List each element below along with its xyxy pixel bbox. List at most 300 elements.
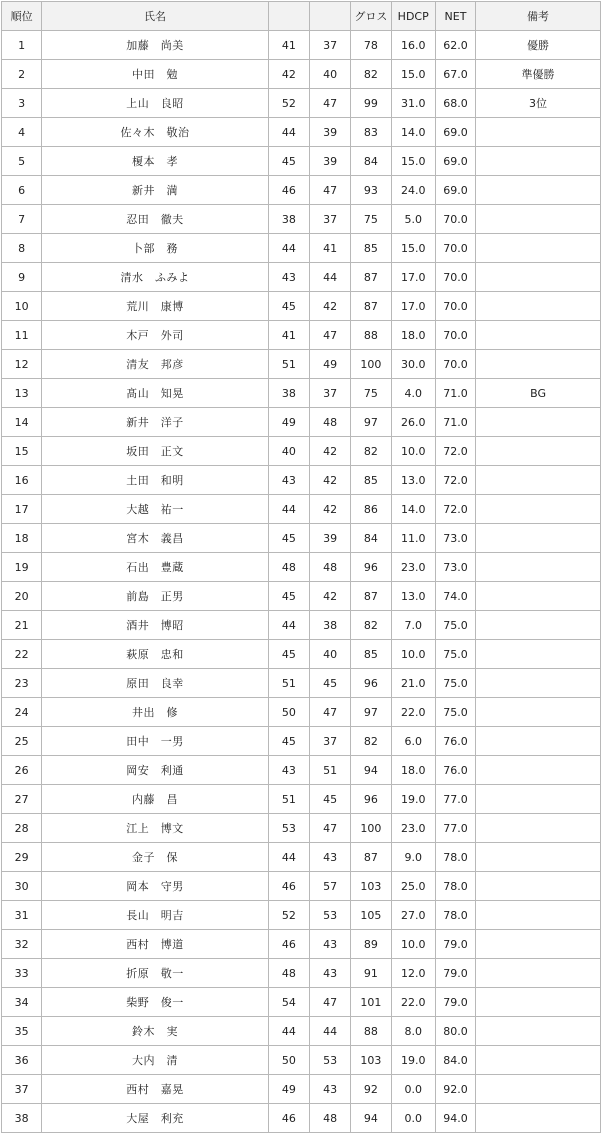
cell-gross: 89 — [351, 930, 391, 959]
cell-rank: 2 — [2, 60, 42, 89]
cell-hdcp: 17.0 — [391, 292, 435, 321]
cell-out: 48 — [268, 553, 309, 582]
cell-gross: 82 — [351, 60, 391, 89]
table-row — [2, 1075, 601, 1104]
cell-hdcp: 5.0 — [391, 205, 435, 234]
cell-hdcp: 11.0 — [391, 524, 435, 553]
cell-gross: 83 — [351, 118, 391, 147]
cell-in: 51 — [310, 756, 351, 785]
cell-net: 79.0 — [435, 930, 475, 959]
cell-out: 45 — [268, 147, 309, 176]
cell-gross: 92 — [351, 1075, 391, 1104]
cell-name: 柴野 俊一 — [42, 988, 269, 1017]
table-row — [2, 553, 601, 582]
cell-gross: 84 — [351, 524, 391, 553]
cell-rank: 33 — [2, 959, 42, 988]
cell-name: 酒井 博昭 — [42, 611, 269, 640]
cell-out: 43 — [268, 263, 309, 292]
cell-note — [476, 814, 601, 843]
cell-note — [476, 756, 601, 785]
header-out — [268, 2, 309, 31]
cell-name: 卜部 務 — [42, 234, 269, 263]
cell-rank: 11 — [2, 321, 42, 350]
cell-net: 84.0 — [435, 1046, 475, 1075]
table-row — [2, 640, 601, 669]
cell-out: 43 — [268, 756, 309, 785]
cell-net: 70.0 — [435, 205, 475, 234]
cell-rank: 1 — [2, 31, 42, 60]
cell-out: 44 — [268, 118, 309, 147]
cell-name: 石出 豊蔵 — [42, 553, 269, 582]
cell-in: 53 — [310, 1046, 351, 1075]
table-row — [2, 814, 601, 843]
cell-in: 40 — [310, 60, 351, 89]
cell-net: 75.0 — [435, 640, 475, 669]
cell-net: 70.0 — [435, 350, 475, 379]
cell-hdcp: 10.0 — [391, 437, 435, 466]
table-row — [2, 611, 601, 640]
cell-gross: 96 — [351, 669, 391, 698]
cell-note — [476, 292, 601, 321]
cell-net: 69.0 — [435, 147, 475, 176]
cell-note — [476, 611, 601, 640]
header-note: 備考 — [476, 2, 601, 31]
cell-name: 井出 修 — [42, 698, 269, 727]
cell-in: 42 — [310, 437, 351, 466]
cell-name: 清友 邦彦 — [42, 350, 269, 379]
cell-net: 72.0 — [435, 437, 475, 466]
cell-net: 72.0 — [435, 495, 475, 524]
cell-net: 78.0 — [435, 843, 475, 872]
cell-hdcp: 10.0 — [391, 640, 435, 669]
cell-rank: 23 — [2, 669, 42, 698]
cell-net: 77.0 — [435, 814, 475, 843]
cell-in: 42 — [310, 466, 351, 495]
cell-gross: 87 — [351, 843, 391, 872]
cell-in: 48 — [310, 553, 351, 582]
cell-hdcp: 18.0 — [391, 756, 435, 785]
cell-rank: 36 — [2, 1046, 42, 1075]
cell-note — [476, 408, 601, 437]
table-row — [2, 524, 601, 553]
cell-note — [476, 1017, 601, 1046]
cell-out: 42 — [268, 60, 309, 89]
table-row — [2, 437, 601, 466]
cell-name: 江上 博文 — [42, 814, 269, 843]
cell-out: 44 — [268, 234, 309, 263]
cell-rank: 26 — [2, 756, 42, 785]
cell-net: 70.0 — [435, 292, 475, 321]
cell-rank: 17 — [2, 495, 42, 524]
cell-in: 43 — [310, 1075, 351, 1104]
cell-name: 西村 嘉晃 — [42, 1075, 269, 1104]
cell-hdcp: 15.0 — [391, 147, 435, 176]
cell-net: 69.0 — [435, 176, 475, 205]
cell-name: 新井 洋子 — [42, 408, 269, 437]
cell-out: 52 — [268, 89, 309, 118]
cell-in: 39 — [310, 147, 351, 176]
cell-net: 79.0 — [435, 959, 475, 988]
cell-name: 清水 ふみよ — [42, 263, 269, 292]
cell-out: 45 — [268, 292, 309, 321]
cell-note — [476, 901, 601, 930]
cell-note — [476, 263, 601, 292]
cell-in: 39 — [310, 118, 351, 147]
cell-gross: 87 — [351, 292, 391, 321]
cell-hdcp: 16.0 — [391, 31, 435, 60]
cell-gross: 94 — [351, 1104, 391, 1133]
cell-gross: 96 — [351, 553, 391, 582]
cell-out: 41 — [268, 31, 309, 60]
cell-in: 49 — [310, 350, 351, 379]
cell-hdcp: 31.0 — [391, 89, 435, 118]
cell-in: 39 — [310, 524, 351, 553]
cell-name: 荒川 康博 — [42, 292, 269, 321]
cell-net: 78.0 — [435, 872, 475, 901]
cell-out: 49 — [268, 408, 309, 437]
cell-note: 3位 — [476, 89, 601, 118]
cell-note — [476, 872, 601, 901]
table-row — [2, 988, 601, 1017]
cell-name: 内藤 昌 — [42, 785, 269, 814]
cell-name: 鈴木 実 — [42, 1017, 269, 1046]
cell-note — [476, 698, 601, 727]
cell-hdcp: 6.0 — [391, 727, 435, 756]
cell-in: 47 — [310, 89, 351, 118]
cell-rank: 21 — [2, 611, 42, 640]
cell-note — [476, 785, 601, 814]
header-row — [2, 2, 601, 31]
cell-in: 43 — [310, 930, 351, 959]
cell-in: 47 — [310, 698, 351, 727]
table-row — [2, 843, 601, 872]
table-row — [2, 205, 601, 234]
cell-gross: 103 — [351, 872, 391, 901]
cell-rank: 24 — [2, 698, 42, 727]
cell-gross: 94 — [351, 756, 391, 785]
cell-name: 木戸 外司 — [42, 321, 269, 350]
cell-out: 38 — [268, 205, 309, 234]
header-net: NET — [435, 2, 475, 31]
cell-gross: 82 — [351, 727, 391, 756]
cell-rank: 28 — [2, 814, 42, 843]
table-row — [2, 321, 601, 350]
cell-rank: 10 — [2, 292, 42, 321]
table-row — [2, 495, 601, 524]
cell-name: 田中 一男 — [42, 727, 269, 756]
cell-note — [476, 727, 601, 756]
cell-rank: 29 — [2, 843, 42, 872]
cell-name: 岡本 守男 — [42, 872, 269, 901]
table-row — [2, 698, 601, 727]
cell-hdcp: 12.0 — [391, 959, 435, 988]
table-row — [2, 466, 601, 495]
cell-rank: 34 — [2, 988, 42, 1017]
cell-out: 40 — [268, 437, 309, 466]
cell-note — [476, 466, 601, 495]
cell-hdcp: 19.0 — [391, 785, 435, 814]
cell-net: 76.0 — [435, 756, 475, 785]
cell-in: 43 — [310, 843, 351, 872]
cell-gross: 91 — [351, 959, 391, 988]
cell-gross: 100 — [351, 814, 391, 843]
table-row — [2, 1046, 601, 1075]
table-row — [2, 350, 601, 379]
results-table — [1, 1, 601, 1133]
cell-rank: 3 — [2, 89, 42, 118]
cell-out: 45 — [268, 524, 309, 553]
cell-note — [476, 640, 601, 669]
cell-net: 68.0 — [435, 89, 475, 118]
cell-hdcp: 7.0 — [391, 611, 435, 640]
cell-note — [476, 1075, 601, 1104]
cell-hdcp: 14.0 — [391, 118, 435, 147]
cell-note — [476, 147, 601, 176]
cell-out: 50 — [268, 698, 309, 727]
cell-note — [476, 205, 601, 234]
cell-hdcp: 0.0 — [391, 1104, 435, 1133]
cell-note: 準優勝 — [476, 60, 601, 89]
cell-rank: 7 — [2, 205, 42, 234]
cell-name: 大越 祐一 — [42, 495, 269, 524]
cell-rank: 13 — [2, 379, 42, 408]
cell-gross: 82 — [351, 437, 391, 466]
cell-gross: 97 — [351, 698, 391, 727]
cell-in: 42 — [310, 495, 351, 524]
table-row — [2, 176, 601, 205]
cell-note — [476, 1046, 601, 1075]
cell-rank: 5 — [2, 147, 42, 176]
cell-note — [476, 437, 601, 466]
cell-in: 47 — [310, 814, 351, 843]
cell-out: 51 — [268, 669, 309, 698]
cell-hdcp: 0.0 — [391, 1075, 435, 1104]
cell-in: 37 — [310, 205, 351, 234]
cell-note — [476, 988, 601, 1017]
cell-net: 92.0 — [435, 1075, 475, 1104]
cell-out: 48 — [268, 959, 309, 988]
cell-hdcp: 24.0 — [391, 176, 435, 205]
cell-note — [476, 524, 601, 553]
cell-net: 72.0 — [435, 466, 475, 495]
cell-gross: 103 — [351, 1046, 391, 1075]
cell-hdcp: 26.0 — [391, 408, 435, 437]
cell-in: 43 — [310, 959, 351, 988]
cell-net: 75.0 — [435, 611, 475, 640]
cell-out: 54 — [268, 988, 309, 1017]
table-row — [2, 669, 601, 698]
cell-rank: 18 — [2, 524, 42, 553]
cell-name: 大内 清 — [42, 1046, 269, 1075]
cell-rank: 30 — [2, 872, 42, 901]
table-row — [2, 263, 601, 292]
cell-name: 西村 博道 — [42, 930, 269, 959]
cell-note — [476, 350, 601, 379]
cell-name: 加藤 尚美 — [42, 31, 269, 60]
cell-out: 46 — [268, 1104, 309, 1133]
table-row — [2, 234, 601, 263]
cell-gross: 93 — [351, 176, 391, 205]
cell-rank: 31 — [2, 901, 42, 930]
cell-in: 44 — [310, 1017, 351, 1046]
cell-name: 佐々木 敬治 — [42, 118, 269, 147]
cell-note — [476, 959, 601, 988]
cell-name: 新井 満 — [42, 176, 269, 205]
cell-rank: 4 — [2, 118, 42, 147]
cell-note — [476, 553, 601, 582]
cell-name: 坂田 正文 — [42, 437, 269, 466]
cell-in: 45 — [310, 785, 351, 814]
cell-hdcp: 21.0 — [391, 669, 435, 698]
cell-note — [476, 321, 601, 350]
cell-out: 50 — [268, 1046, 309, 1075]
cell-in: 37 — [310, 727, 351, 756]
cell-name: 折原 敬一 — [42, 959, 269, 988]
cell-in: 48 — [310, 1104, 351, 1133]
cell-in: 42 — [310, 582, 351, 611]
cell-out: 51 — [268, 785, 309, 814]
cell-hdcp: 23.0 — [391, 553, 435, 582]
table-row — [2, 292, 601, 321]
cell-in: 48 — [310, 408, 351, 437]
cell-hdcp: 4.0 — [391, 379, 435, 408]
cell-hdcp: 19.0 — [391, 1046, 435, 1075]
table-row — [2, 959, 601, 988]
cell-net: 76.0 — [435, 727, 475, 756]
cell-rank: 22 — [2, 640, 42, 669]
cell-gross: 87 — [351, 263, 391, 292]
cell-in: 41 — [310, 234, 351, 263]
table-row — [2, 1104, 601, 1133]
table-row — [2, 408, 601, 437]
cell-hdcp: 30.0 — [391, 350, 435, 379]
cell-gross: 88 — [351, 321, 391, 350]
cell-rank: 20 — [2, 582, 42, 611]
cell-hdcp: 8.0 — [391, 1017, 435, 1046]
cell-hdcp: 25.0 — [391, 872, 435, 901]
table-header — [2, 2, 601, 31]
cell-in: 37 — [310, 379, 351, 408]
cell-net: 78.0 — [435, 901, 475, 930]
cell-rank: 6 — [2, 176, 42, 205]
cell-in: 57 — [310, 872, 351, 901]
cell-hdcp: 14.0 — [391, 495, 435, 524]
table-row — [2, 89, 601, 118]
cell-net: 74.0 — [435, 582, 475, 611]
cell-net: 75.0 — [435, 669, 475, 698]
cell-out: 53 — [268, 814, 309, 843]
cell-rank: 19 — [2, 553, 42, 582]
cell-name: 岡安 利通 — [42, 756, 269, 785]
cell-note — [476, 669, 601, 698]
cell-rank: 38 — [2, 1104, 42, 1133]
cell-gross: 87 — [351, 582, 391, 611]
cell-net: 71.0 — [435, 408, 475, 437]
table-row — [2, 1017, 601, 1046]
cell-out: 52 — [268, 901, 309, 930]
cell-rank: 16 — [2, 466, 42, 495]
cell-out: 45 — [268, 727, 309, 756]
table-row — [2, 582, 601, 611]
table-row — [2, 147, 601, 176]
cell-gross: 82 — [351, 611, 391, 640]
cell-gross: 100 — [351, 350, 391, 379]
cell-hdcp: 22.0 — [391, 698, 435, 727]
cell-name: 髙山 知晃 — [42, 379, 269, 408]
cell-gross: 99 — [351, 89, 391, 118]
cell-note: BG — [476, 379, 601, 408]
table-row — [2, 901, 601, 930]
cell-rank: 15 — [2, 437, 42, 466]
cell-net: 79.0 — [435, 988, 475, 1017]
cell-name: 大屋 利充 — [42, 1104, 269, 1133]
cell-note — [476, 176, 601, 205]
header-gross: グロス — [351, 2, 391, 31]
cell-gross: 88 — [351, 1017, 391, 1046]
cell-gross: 78 — [351, 31, 391, 60]
cell-in: 44 — [310, 263, 351, 292]
cell-net: 69.0 — [435, 118, 475, 147]
cell-name: 土田 和明 — [42, 466, 269, 495]
cell-in: 38 — [310, 611, 351, 640]
cell-gross: 85 — [351, 466, 391, 495]
cell-out: 44 — [268, 843, 309, 872]
cell-gross: 97 — [351, 408, 391, 437]
cell-name: 宮木 義昌 — [42, 524, 269, 553]
cell-hdcp: 27.0 — [391, 901, 435, 930]
cell-rank: 9 — [2, 263, 42, 292]
table-row — [2, 785, 601, 814]
cell-in: 42 — [310, 292, 351, 321]
table-body — [2, 31, 601, 1133]
cell-note — [476, 930, 601, 959]
cell-rank: 8 — [2, 234, 42, 263]
cell-note — [476, 1104, 601, 1133]
cell-out: 44 — [268, 611, 309, 640]
cell-note — [476, 495, 601, 524]
cell-rank: 25 — [2, 727, 42, 756]
cell-net: 70.0 — [435, 263, 475, 292]
cell-out: 51 — [268, 350, 309, 379]
cell-gross: 105 — [351, 901, 391, 930]
cell-net: 94.0 — [435, 1104, 475, 1133]
cell-out: 45 — [268, 640, 309, 669]
cell-rank: 12 — [2, 350, 42, 379]
cell-net: 73.0 — [435, 553, 475, 582]
cell-in: 45 — [310, 669, 351, 698]
table-row — [2, 118, 601, 147]
cell-hdcp: 23.0 — [391, 814, 435, 843]
cell-out: 46 — [268, 872, 309, 901]
cell-name: 前島 正男 — [42, 582, 269, 611]
cell-gross: 96 — [351, 785, 391, 814]
cell-hdcp: 22.0 — [391, 988, 435, 1017]
header-name: 氏名 — [42, 2, 269, 31]
table-row — [2, 379, 601, 408]
cell-rank: 27 — [2, 785, 42, 814]
cell-note — [476, 582, 601, 611]
cell-net: 77.0 — [435, 785, 475, 814]
cell-out: 46 — [268, 930, 309, 959]
cell-name: 原田 良幸 — [42, 669, 269, 698]
cell-gross: 84 — [351, 147, 391, 176]
cell-out: 38 — [268, 379, 309, 408]
cell-in: 47 — [310, 176, 351, 205]
cell-out: 49 — [268, 1075, 309, 1104]
cell-out: 44 — [268, 495, 309, 524]
cell-gross: 75 — [351, 205, 391, 234]
cell-name: 金子 保 — [42, 843, 269, 872]
